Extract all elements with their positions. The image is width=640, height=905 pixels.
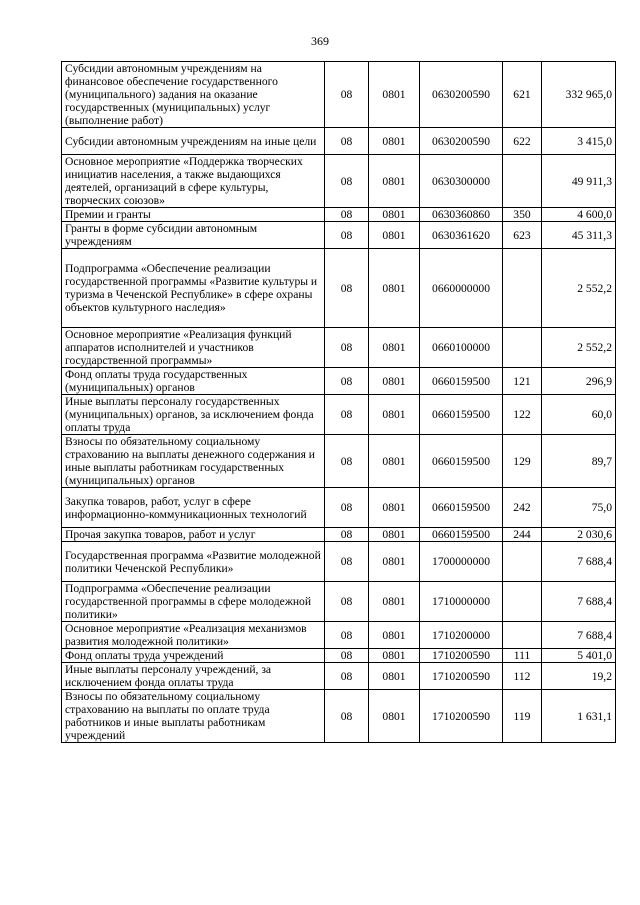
- table-row: [62, 542, 616, 582]
- row-section: 08: [325, 368, 369, 395]
- row-expense-type: 622: [503, 128, 542, 155]
- row-name: Иные выплаты персоналу учреждений, за исключением фонда оплаты труда: [62, 663, 325, 690]
- row-expense-type: [503, 155, 542, 208]
- row-name: Государственная программа «Развитие молодежной политики Чеченской Республики»: [62, 542, 325, 582]
- row-section: 08: [325, 542, 369, 582]
- row-name: Субсидии автономным учреждениям на иные цели: [62, 128, 325, 155]
- row-section: 08: [325, 62, 369, 128]
- row-subsection: 0801: [369, 663, 420, 690]
- table-row: [62, 368, 616, 395]
- row-name: Основное мероприятие «Реализация функций аппаратов исполнителей и участников государственной программы»: [62, 328, 325, 368]
- row-expense-type: [503, 542, 542, 582]
- row-section: 08: [325, 155, 369, 208]
- row-section: 08: [325, 222, 369, 249]
- row-target-article: 0660100000: [420, 328, 503, 368]
- row-target-article: 1710200590: [420, 663, 503, 690]
- row-amount: 5 401,0: [542, 649, 616, 663]
- row-name: Иные выплаты персоналу государственных (муниципальных) органов, за исключением фонда оплаты труда: [62, 395, 325, 435]
- row-amount: 7 688,4: [542, 542, 616, 582]
- row-amount: 3 415,0: [542, 128, 616, 155]
- row-target-article: 0660159500: [420, 488, 503, 528]
- row-subsection: 0801: [369, 395, 420, 435]
- row-amount: 89,7: [542, 435, 616, 488]
- row-section: 08: [325, 395, 369, 435]
- row-section: 08: [325, 663, 369, 690]
- row-section: 08: [325, 622, 369, 649]
- row-amount: 7 688,4: [542, 622, 616, 649]
- row-subsection: 0801: [369, 222, 420, 249]
- row-target-article: 1710200590: [420, 690, 503, 743]
- table-row: [62, 582, 616, 622]
- table-row: [62, 249, 616, 328]
- row-target-article: 0630300000: [420, 155, 503, 208]
- row-amount: 2 030,6: [542, 528, 616, 542]
- budget-table-body: [62, 62, 616, 743]
- row-name: Подпрограмма «Обеспечение реализации государственной программы в сфере молодежной политики»: [62, 582, 325, 622]
- table-row: [62, 62, 616, 128]
- row-subsection: 0801: [369, 542, 420, 582]
- row-subsection: 0801: [369, 488, 420, 528]
- row-amount: 332 965,0: [542, 62, 616, 128]
- row-subsection: 0801: [369, 128, 420, 155]
- row-subsection: 0801: [369, 208, 420, 222]
- row-subsection: 0801: [369, 582, 420, 622]
- row-subsection: 0801: [369, 435, 420, 488]
- row-expense-type: 623: [503, 222, 542, 249]
- row-target-article: 1710200000: [420, 622, 503, 649]
- row-section: 08: [325, 528, 369, 542]
- row-name: Основное мероприятие «Реализация механизмов развития молодежной политики»: [62, 622, 325, 649]
- table-row: [62, 128, 616, 155]
- row-name: Гранты в форме субсидии автономным учреждениям: [62, 222, 325, 249]
- row-target-article: 0660159500: [420, 435, 503, 488]
- row-expense-type: 112: [503, 663, 542, 690]
- row-section: 08: [325, 249, 369, 328]
- row-expense-type: 621: [503, 62, 542, 128]
- table-row: [62, 435, 616, 488]
- row-subsection: 0801: [369, 690, 420, 743]
- row-target-article: 1710000000: [420, 582, 503, 622]
- row-name: Взносы по обязательному социальному страхованию на выплаты по оплате труда работников и иные выплаты работникам учреждений: [62, 690, 325, 743]
- row-name: Прочая закупка товаров, работ и услуг: [62, 528, 325, 542]
- page-number: 369: [311, 34, 329, 48]
- row-section: 08: [325, 488, 369, 528]
- table-row: [62, 663, 616, 690]
- row-target-article: 1700000000: [420, 542, 503, 582]
- table-row: [62, 222, 616, 249]
- row-section: 08: [325, 328, 369, 368]
- table-row: [62, 328, 616, 368]
- row-subsection: 0801: [369, 528, 420, 542]
- row-section: 08: [325, 208, 369, 222]
- row-amount: 45 311,3: [542, 222, 616, 249]
- row-amount: 1 631,1: [542, 690, 616, 743]
- row-target-article: 0660159500: [420, 528, 503, 542]
- table-row: [62, 208, 616, 222]
- row-name: Премии и гранты: [62, 208, 325, 222]
- row-section: 08: [325, 690, 369, 743]
- row-expense-type: 242: [503, 488, 542, 528]
- row-amount: 19,2: [542, 663, 616, 690]
- row-amount: 49 911,3: [542, 155, 616, 208]
- row-target-article: 0660000000: [420, 249, 503, 328]
- row-name: Закупка товаров, работ, услуг в сфере информационно-коммуникационных технологий: [62, 488, 325, 528]
- row-target-article: 1710200590: [420, 649, 503, 663]
- row-amount: 4 600,0: [542, 208, 616, 222]
- row-name: Фонд оплаты труда государственных (муниципальных) органов: [62, 368, 325, 395]
- table-row: [62, 622, 616, 649]
- row-expense-type: 121: [503, 368, 542, 395]
- row-expense-type: 119: [503, 690, 542, 743]
- table-row: [62, 155, 616, 208]
- row-expense-type: 129: [503, 435, 542, 488]
- row-name: Основное мероприятие «Поддержка творческих инициатив населения, а также выдающихся деятелей, организаций в сфере культуры, творческих союзов»: [62, 155, 325, 208]
- row-section: 08: [325, 582, 369, 622]
- row-expense-type: 350: [503, 208, 542, 222]
- row-expense-type: [503, 328, 542, 368]
- row-section: 08: [325, 435, 369, 488]
- row-amount: 2 552,2: [542, 328, 616, 368]
- table-row: [62, 690, 616, 743]
- row-target-article: 0630200590: [420, 128, 503, 155]
- row-subsection: 0801: [369, 62, 420, 128]
- row-expense-type: 122: [503, 395, 542, 435]
- row-amount: 75,0: [542, 488, 616, 528]
- row-section: 08: [325, 649, 369, 663]
- row-expense-type: [503, 582, 542, 622]
- row-expense-type: 111: [503, 649, 542, 663]
- row-subsection: 0801: [369, 155, 420, 208]
- row-amount: 2 552,2: [542, 249, 616, 328]
- row-subsection: 0801: [369, 249, 420, 328]
- row-subsection: 0801: [369, 622, 420, 649]
- row-name: Фонд оплаты труда учреждений: [62, 649, 325, 663]
- row-name: Взносы по обязательному социальному страхованию на выплаты денежного содержания и иные выплаты работникам государственных (муниципальных) органов: [62, 435, 325, 488]
- row-target-article: 0660159500: [420, 368, 503, 395]
- table-row: [62, 649, 616, 663]
- row-expense-type: 244: [503, 528, 542, 542]
- row-expense-type: [503, 249, 542, 328]
- row-amount: 60,0: [542, 395, 616, 435]
- row-subsection: 0801: [369, 328, 420, 368]
- row-expense-type: [503, 622, 542, 649]
- row-section: 08: [325, 128, 369, 155]
- table-row: [62, 488, 616, 528]
- row-target-article: 0660159500: [420, 395, 503, 435]
- row-target-article: 0630360860: [420, 208, 503, 222]
- table-row: [62, 395, 616, 435]
- row-target-article: 0630361620: [420, 222, 503, 249]
- row-subsection: 0801: [369, 368, 420, 395]
- row-target-article: 0630200590: [420, 62, 503, 128]
- row-name: Субсидии автономным учреждениям на финансовое обеспечение государственного (муниципального) задания на оказание государственных (муниципальных) услуг (выполнение работ): [62, 62, 325, 128]
- row-amount: 296,9: [542, 368, 616, 395]
- row-amount: 7 688,4: [542, 582, 616, 622]
- table-row: [62, 528, 616, 542]
- row-name: Подпрограмма «Обеспечение реализации государственной программы «Развитие культуры и туризма в Чеченской Республике» в сфере охраны объектов культурного наследия»: [62, 249, 325, 328]
- budget-table: [61, 61, 616, 743]
- row-subsection: 0801: [369, 649, 420, 663]
